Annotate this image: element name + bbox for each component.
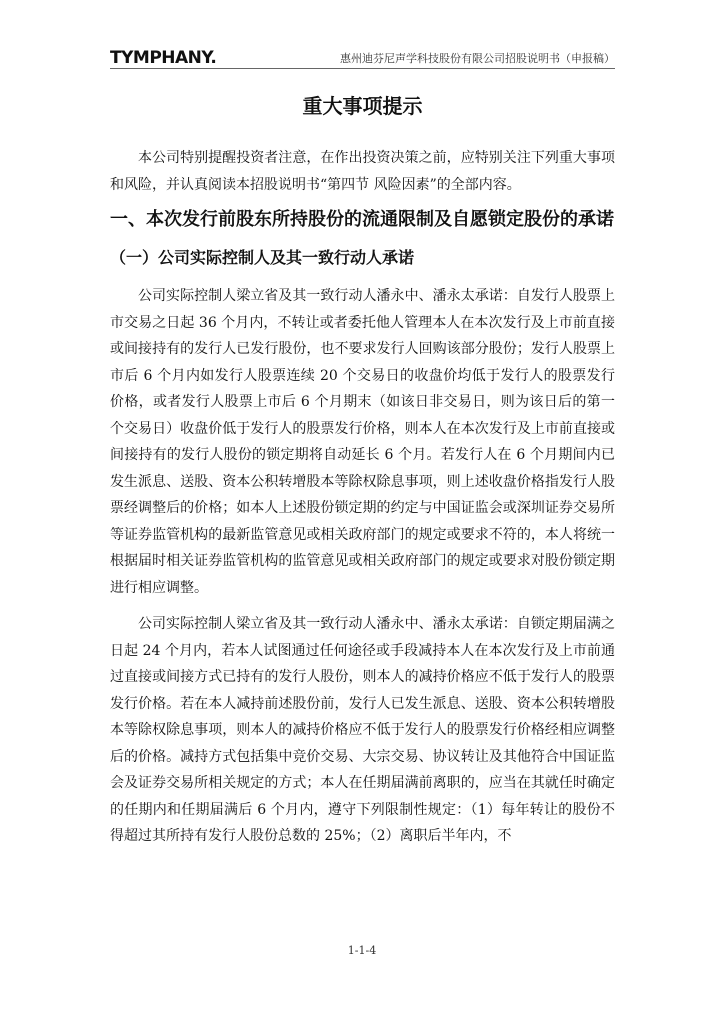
subsection-heading: （一）公司实际控制人及其一致行动人承诺 bbox=[110, 248, 415, 267]
body-paragraph-2: 公司实际控制人梁立省及其一致行动人潘永中、潘永太承诺：自锁定期届满之日起 24 个月内，若本人试图通过任何途径或手段减持本人在本次发行及上市前通过直接或间接方式已持有的发行人股份，则本人的减持价格应不低于发行人的股票发行价格。若在本人减持前述股份前，发行人已发生派息、送股、资本公积转增股本等除权除息事项，则本人的减持价格应不低于发行人的股票发行价格经相应调整后的价格。减持方式包括集中竞价交易、大宗交易、协议转让及其他符合中国证监会及证券交易所相关规定的方式；本人在任期届满前离职的，应当在其就任时确定的任期内和任期届满后 6 个月内，遵守下列限制性规定：（1）每年转让的股份不得超过其所持有发行人股份总数的 25%；（2）离职后半年内，不 bbox=[110, 616, 615, 844]
page-number: 1-1-4 bbox=[347, 944, 377, 957]
document-title: 重大事项提示 bbox=[302, 94, 423, 118]
page-header bbox=[110, 44, 615, 68]
section-heading: 一、本次发行前股东所持股份的流通限制及自愿锁定股份的承诺 bbox=[110, 209, 614, 230]
header-title: 惠州迪芬尼声学科技股份有限公司招股说明书（申报稿） bbox=[340, 52, 615, 65]
page-content bbox=[110, 86, 615, 850]
header-divider bbox=[110, 68, 615, 69]
company-logo: TYMPHANY. bbox=[110, 48, 217, 68]
intro-paragraph: 本公司特别提醒投资者注意，在作出投资决策之前，应特别关注下列重大事项和风险，并认真阅读本招股说明书“第四节 风险因素”的全部内容。 bbox=[110, 150, 615, 193]
body-paragraph-1: 公司实际控制人梁立省及其一致行动人潘永中、潘永太承诺：自发行人股票上市交易之日起 36 个月内，不转让或者委托他人管理本人在本次发行及上市前直接或间接持有的发行人已发行股份，也不要求发行人回购该部分股份；发行人股票上市后 6 个月内如发行人股票连续 20 个交易日的收盘价均低于发行人的股票发行价格，或者发行人股票上市后 6 个月期末（如该日非交易日，则为该日后的第一个交易日）收盘价低于发行人的股票发行价格，则本人在本次发行及上市前直接或间接持有的发行人股份的锁定期将自动延长 6 个月。若发行人在 6 个月期间内已发生派息、送股、资本公积转增股本等除权除息事项，则上述收盘价格指发行人股票经调整后的价格；如本人上述股份锁定期的约定与中国证监会或深圳证券交易所等证券监管机构的最新监管意见或相关政府部门的规定或要求不符的，本人将统一根据届时相关证券监管机构的监管意见或相关政府部门的规定或要求对股份锁定期进行相应调整。 bbox=[110, 288, 615, 596]
